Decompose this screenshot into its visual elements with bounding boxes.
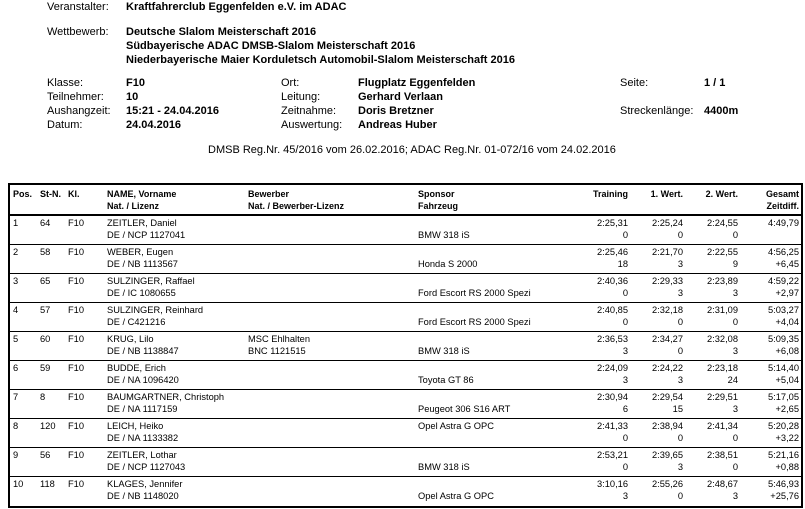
klasse-label: Klasse: bbox=[47, 77, 84, 89]
cell-sponsor: Opel Astra G OPC bbox=[418, 421, 494, 431]
cell-run1-time: 2:34,27 bbox=[651, 334, 683, 344]
cell-driver-license: DE / C421216 bbox=[107, 317, 166, 327]
cell-training-time: 2:41,33 bbox=[596, 421, 628, 431]
cell-run1-penalty: 0 bbox=[677, 491, 683, 501]
seite-label: Seite: bbox=[620, 77, 649, 89]
cell-run1-penalty: 3 bbox=[677, 462, 683, 472]
cell-class: F10 bbox=[68, 334, 85, 344]
cell-startnumber: 59 bbox=[40, 363, 51, 373]
cell-run1-time: 2:55,26 bbox=[651, 479, 683, 489]
cell-position: 7 bbox=[13, 392, 19, 402]
cell-startnumber: 57 bbox=[40, 305, 51, 315]
cell-time-diff: +25,76 bbox=[770, 491, 799, 501]
cell-driver-name: WEBER, Eugen bbox=[107, 247, 174, 257]
cell-training-penalty: 3 bbox=[622, 346, 628, 356]
cell-total-time: 5:21,16 bbox=[767, 450, 799, 460]
cell-run2-penalty: 0 bbox=[732, 462, 738, 472]
streckenlaenge-label: Streckenlänge: bbox=[620, 105, 694, 117]
cell-run1-time: 2:21,70 bbox=[651, 247, 683, 257]
cell-driver-name: LEICH, Heiko bbox=[107, 421, 164, 431]
ort-value: Flugplatz Eggenfelden bbox=[358, 77, 476, 89]
cell-class: F10 bbox=[68, 218, 85, 228]
col-header-class: Kl. bbox=[68, 189, 80, 199]
cell-position: 3 bbox=[13, 276, 19, 286]
aushangzeit-label: Aushangzeit: bbox=[47, 105, 111, 117]
cell-driver-license: DE / NCP 1127043 bbox=[107, 462, 186, 472]
row-separator bbox=[8, 476, 803, 477]
cell-run2-penalty: 9 bbox=[732, 259, 738, 269]
cell-vehicle: Toyota GT 86 bbox=[418, 375, 474, 385]
cell-training-time: 2:40,85 bbox=[596, 305, 628, 315]
cell-run2-time: 2:41,34 bbox=[706, 421, 738, 431]
cell-run1-penalty: 15 bbox=[672, 404, 683, 414]
streckenlaenge-value: 4400m bbox=[704, 105, 739, 117]
cell-total-time: 5:46,93 bbox=[767, 479, 799, 489]
cell-startnumber: 8 bbox=[40, 392, 46, 402]
cell-run1-time: 2:24,22 bbox=[651, 363, 683, 373]
cell-class: F10 bbox=[68, 392, 85, 402]
auswertung-value: Andreas Huber bbox=[358, 119, 437, 131]
zeitnahme-value: Doris Bretzner bbox=[358, 105, 434, 117]
cell-total-time: 4:59,22 bbox=[767, 276, 799, 286]
cell-class: F10 bbox=[68, 479, 85, 489]
cell-driver-name: KRUG, Lilo bbox=[107, 334, 154, 344]
cell-vehicle: BMW 318 iS bbox=[418, 346, 470, 356]
col-header-pos: Pos. bbox=[13, 189, 33, 199]
teilnehmer-label: Teilnehmer: bbox=[47, 91, 104, 103]
cell-vehicle: Ford Escort RS 2000 Spezi bbox=[418, 317, 531, 327]
cell-run1-time: 2:32,18 bbox=[651, 305, 683, 315]
cell-driver-license: DE / NA 1117159 bbox=[107, 404, 178, 414]
cell-total-time: 5:14,40 bbox=[767, 363, 799, 373]
cell-position: 8 bbox=[13, 421, 19, 431]
cell-class: F10 bbox=[68, 305, 85, 315]
cell-time-diff: +0,88 bbox=[775, 462, 799, 472]
cell-total-time: 4:56,25 bbox=[767, 247, 799, 257]
cell-driver-name: BUDDE, Erich bbox=[107, 363, 166, 373]
cell-entrant: MSC Ehlhalten bbox=[248, 334, 311, 344]
cell-training-time: 2:40,36 bbox=[596, 276, 628, 286]
cell-run2-time: 2:31,09 bbox=[706, 305, 738, 315]
cell-total-time: 5:09,35 bbox=[767, 334, 799, 344]
cell-run1-penalty: 3 bbox=[677, 259, 683, 269]
veranstalter-value: Kraftfahrerclub Eggenfelden e.V. im ADAC bbox=[126, 1, 347, 13]
wettbewerb-label: Wettbewerb: bbox=[47, 26, 109, 38]
cell-position: 2 bbox=[13, 247, 19, 257]
cell-training-penalty: 0 bbox=[622, 230, 628, 240]
cell-position: 6 bbox=[13, 363, 19, 373]
cell-time-diff: +4,04 bbox=[775, 317, 799, 327]
cell-position: 9 bbox=[13, 450, 19, 460]
cell-driver-license: DE / NB 1148020 bbox=[107, 491, 179, 501]
cell-run1-penalty: 0 bbox=[677, 317, 683, 327]
cell-run1-penalty: 3 bbox=[677, 375, 683, 385]
row-separator bbox=[8, 273, 803, 274]
cell-run1-time: 2:29,54 bbox=[651, 392, 683, 402]
cell-training-penalty: 3 bbox=[622, 375, 628, 385]
cell-time-diff: +6,08 bbox=[775, 346, 799, 356]
cell-vehicle: Peugeot 306 S16 ART bbox=[418, 404, 511, 414]
col-header-name: NAME, Vorname bbox=[107, 189, 177, 199]
cell-run2-time: 2:38,51 bbox=[706, 450, 738, 460]
cell-time-diff: +2,65 bbox=[775, 404, 799, 414]
datum-value: 24.04.2016 bbox=[126, 119, 182, 131]
table-header-rule bbox=[8, 214, 803, 216]
cell-training-penalty: 0 bbox=[622, 288, 628, 298]
cell-driver-name: ZEITLER, Daniel bbox=[107, 218, 177, 228]
cell-startnumber: 60 bbox=[40, 334, 51, 344]
cell-time-diff: +6,45 bbox=[775, 259, 799, 269]
cell-run1-time: 2:39,65 bbox=[651, 450, 683, 460]
cell-training-penalty: 18 bbox=[617, 259, 628, 269]
cell-run1-time: 2:29,33 bbox=[651, 276, 683, 286]
cell-training-time: 2:36,53 bbox=[596, 334, 628, 344]
cell-training-penalty: 0 bbox=[622, 462, 628, 472]
cell-startnumber: 58 bbox=[40, 247, 51, 257]
cell-run1-penalty: 0 bbox=[677, 346, 683, 356]
cell-driver-license: DE / NB 1138847 bbox=[107, 346, 179, 356]
cell-driver-license: DE / NCP 1127041 bbox=[107, 230, 186, 240]
cell-time-diff: +5,04 bbox=[775, 375, 799, 385]
cell-run2-time: 2:23,89 bbox=[706, 276, 738, 286]
cell-run2-time: 2:29,51 bbox=[706, 392, 738, 402]
cell-startnumber: 56 bbox=[40, 450, 51, 460]
cell-run2-time: 2:48,67 bbox=[706, 479, 738, 489]
cell-vehicle: Opel Astra G OPC bbox=[418, 491, 494, 501]
row-separator bbox=[8, 360, 803, 361]
wettbewerb-line-2: Südbayerische ADAC DMSB-Slalom Meisterschaft 2016 bbox=[126, 40, 416, 52]
cell-training-time: 2:25,46 bbox=[596, 247, 628, 257]
row-separator bbox=[8, 331, 803, 332]
cell-run2-penalty: 3 bbox=[732, 491, 738, 501]
cell-training-time: 2:30,94 bbox=[596, 392, 628, 402]
col-header-entrant: Bewerber bbox=[248, 189, 290, 199]
cell-run1-penalty: 0 bbox=[677, 230, 683, 240]
cell-run2-time: 2:32,08 bbox=[706, 334, 738, 344]
cell-time-diff: +2,97 bbox=[775, 288, 799, 298]
cell-training-penalty: 3 bbox=[622, 491, 628, 501]
datum-label: Datum: bbox=[47, 119, 83, 131]
col-header-license: Nat. / Lizenz bbox=[107, 201, 160, 211]
cell-run2-penalty: 3 bbox=[732, 346, 738, 356]
row-separator bbox=[8, 418, 803, 419]
cell-driver-license: DE / NA 1133382 bbox=[107, 433, 179, 443]
cell-driver-license: DE / IC 1080655 bbox=[107, 288, 176, 298]
cell-time-diff: +3,22 bbox=[775, 433, 799, 443]
row-separator bbox=[8, 447, 803, 448]
cell-driver-name: SULZINGER, Reinhard bbox=[107, 305, 204, 315]
cell-entrant-license: BNC 1121515 bbox=[248, 346, 306, 356]
cell-total-time: 5:03,27 bbox=[767, 305, 799, 315]
cell-run1-time: 2:38,94 bbox=[651, 421, 683, 431]
zeitnahme-label: Zeitnahme: bbox=[281, 105, 337, 117]
cell-training-penalty: 0 bbox=[622, 433, 628, 443]
col-header-run2: 2. Wert. bbox=[705, 189, 738, 199]
cell-position: 4 bbox=[13, 305, 19, 315]
veranstalter-label: Veranstalter: bbox=[47, 1, 109, 13]
cell-total-time: 5:20,28 bbox=[767, 421, 799, 431]
cell-run1-penalty: 0 bbox=[677, 433, 683, 443]
col-header-training: Training bbox=[592, 189, 628, 199]
cell-position: 10 bbox=[13, 479, 24, 489]
cell-startnumber: 118 bbox=[40, 479, 55, 489]
wettbewerb-line-3: Niederbayerische Maier Korduletsch Automobil-Slalom Meisterschaft 2016 bbox=[126, 54, 515, 66]
cell-vehicle: Ford Escort RS 2000 Spezi bbox=[418, 288, 531, 298]
cell-driver-license: DE / NA 1096420 bbox=[107, 375, 179, 385]
cell-training-time: 3:10,16 bbox=[596, 479, 628, 489]
row-separator bbox=[8, 244, 803, 245]
cell-training-time: 2:53,21 bbox=[596, 450, 628, 460]
col-header-run1: 1. Wert. bbox=[650, 189, 683, 199]
cell-run2-penalty: 3 bbox=[732, 288, 738, 298]
cell-run1-penalty: 3 bbox=[677, 288, 683, 298]
auswertung-label: Auswertung: bbox=[281, 119, 343, 131]
cell-startnumber: 64 bbox=[40, 218, 51, 228]
cell-class: F10 bbox=[68, 247, 85, 257]
cell-vehicle: Honda S 2000 bbox=[418, 259, 478, 269]
cell-run2-penalty: 0 bbox=[732, 433, 738, 443]
teilnehmer-value: 10 bbox=[126, 91, 139, 103]
cell-vehicle: BMW 318 iS bbox=[418, 230, 470, 240]
cell-startnumber: 65 bbox=[40, 276, 51, 286]
cell-run2-time: 2:24,55 bbox=[706, 218, 738, 228]
row-separator bbox=[8, 389, 803, 390]
cell-class: F10 bbox=[68, 276, 85, 286]
col-header-entrant-license: Nat. / Bewerber-Lizenz bbox=[248, 201, 345, 211]
cell-total-time: 4:49,79 bbox=[767, 218, 799, 228]
cell-class: F10 bbox=[68, 363, 85, 373]
cell-class: F10 bbox=[68, 421, 85, 431]
col-header-sponsor: Sponsor bbox=[418, 189, 455, 199]
row-separator bbox=[8, 302, 803, 303]
cell-position: 1 bbox=[13, 218, 19, 228]
cell-run2-penalty: 0 bbox=[732, 230, 738, 240]
cell-driver-name: SULZINGER, Raffael bbox=[107, 276, 195, 286]
col-header-total: Gesamt bbox=[765, 189, 799, 199]
wettbewerb-line-1: Deutsche Slalom Meisterschaft 2016 bbox=[126, 26, 317, 38]
cell-training-penalty: 0 bbox=[622, 317, 628, 327]
cell-startnumber: 120 bbox=[40, 421, 56, 431]
cell-driver-license: DE / NB 1113567 bbox=[107, 259, 178, 269]
cell-training-time: 2:24,09 bbox=[596, 363, 628, 373]
klasse-value: F10 bbox=[126, 77, 145, 89]
cell-training-time: 2:25,31 bbox=[596, 218, 628, 228]
cell-run2-time: 2:22,55 bbox=[706, 247, 738, 257]
cell-training-penalty: 6 bbox=[622, 404, 628, 414]
ort-label: Ort: bbox=[281, 77, 300, 89]
registration-numbers: DMSB Reg.Nr. 45/2016 vom 26.02.2016; ADAC Reg.Nr. 01-072/16 vom 24.02.2016 bbox=[208, 144, 616, 156]
col-header-startnumber: St-N. bbox=[40, 189, 61, 199]
cell-driver-name: BAUMGARTNER, Christoph bbox=[107, 392, 225, 402]
cell-total-time: 5:17,05 bbox=[767, 392, 799, 402]
cell-run1-time: 2:25,24 bbox=[651, 218, 683, 228]
cell-position: 5 bbox=[13, 334, 19, 344]
cell-run2-penalty: 3 bbox=[732, 404, 738, 414]
cell-run2-penalty: 0 bbox=[732, 317, 738, 327]
leitung-label: Leitung: bbox=[281, 91, 321, 103]
col-header-vehicle: Fahrzeug bbox=[418, 201, 459, 211]
seite-value: 1 / 1 bbox=[704, 77, 726, 89]
cell-driver-name: ZEITLER, Lothar bbox=[107, 450, 177, 460]
cell-driver-name: KLAGES, Jennifer bbox=[107, 479, 183, 489]
leitung-value: Gerhard Verlaan bbox=[358, 91, 443, 103]
aushangzeit-value: 15:21 - 24.04.2016 bbox=[126, 105, 219, 117]
col-header-timediff: Zeitdiff. bbox=[766, 201, 799, 211]
cell-class: F10 bbox=[68, 450, 85, 460]
cell-run2-time: 2:23,18 bbox=[706, 363, 738, 373]
cell-vehicle: BMW 318 iS bbox=[418, 462, 470, 472]
cell-run2-penalty: 24 bbox=[727, 375, 738, 385]
